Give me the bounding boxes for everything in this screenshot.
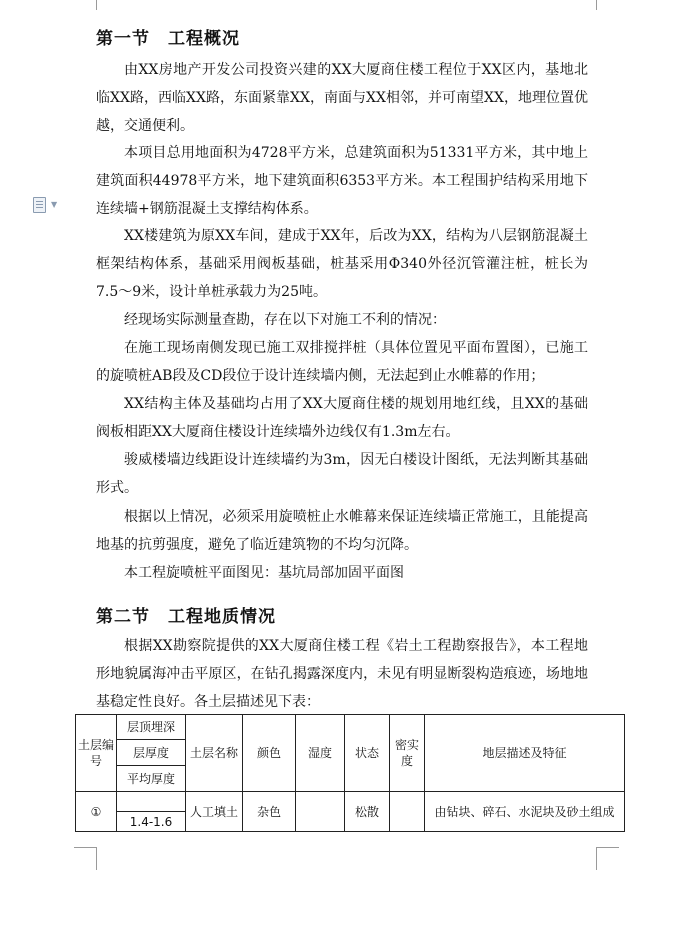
header-humidity: 湿度 [296, 715, 345, 792]
crop-mark-bottom-right [596, 847, 619, 870]
section-title: 第一节 工程概况 [96, 29, 240, 49]
crop-mark-top-left [74, 0, 97, 10]
cell-layer-name: 人工填土 [186, 792, 243, 832]
paragraph: 根据XX勘察院提供的XX大厦商住楼工程《岩土工程勘察报告》，本工程地形地貌属海冲击平原区，在钻孔揭露深度内，未见有明显断裂构造痕迹，场地地基稳定性良好。各土层描述见下表： [96, 638, 588, 710]
header-color: 颜色 [243, 715, 296, 792]
cell-avg-thickness: 1.4-1.6 [117, 812, 186, 832]
soil-layer-table [75, 714, 625, 832]
crop-mark-bottom-left [74, 847, 97, 870]
header-thickness: 层厚度 [117, 740, 186, 766]
header-layer-no: 土层编号 [76, 715, 117, 792]
document-icon[interactable] [33, 197, 63, 215]
paragraph: 本工程旋喷桩平面图见：基坑局部加固平面图 [124, 565, 404, 581]
chevron-down-icon[interactable]: ▼ [51, 200, 58, 209]
paragraph: 骏威楼墙边线距设计连续墙约为3m，因无白楼设计图纸，无法判断其基础形式。 [96, 452, 588, 496]
cell-top-depth [117, 792, 186, 812]
paragraph: XX结构主体及基础均占用了XX大厦商住楼的规划用地红线，且XX的基础阀板相距XX大厦商住楼设计连续墙外边线仅有1.3m左右。 [96, 396, 588, 440]
paragraph: 经现场实际测量查勘，存在以下对施工不利的情况： [124, 312, 446, 328]
section-title: 第二节 工程地质情况 [96, 607, 276, 627]
paragraph: 在施工现场南侧发现已施工双排搅拌桩（具体位置见平面布置图），已施工的旋喷桩AB段及CD段位于设计连续墙内侧，无法起到止水帷幕的作用； [96, 340, 588, 384]
header-description: 地层描述及特征 [425, 715, 625, 792]
cell-layer-no: ① [76, 792, 117, 832]
header-layer-name: 土层名称 [186, 715, 243, 792]
cell-state: 松散 [345, 792, 390, 832]
header-state: 状态 [345, 715, 390, 792]
header-top-depth: 层顶埋深 [117, 715, 186, 740]
crop-mark-top-right [596, 0, 619, 10]
table-row [76, 792, 625, 812]
cell-color: 杂色 [243, 792, 296, 832]
paragraph: 本项目总用地面积为4728平方米，总建筑面积为51331平方米，其中地上建筑面积44978平方米，地下建筑面积6353平方米。本工程围护结构采用地下连续墙+钢筋混凝土支撑结构体系。 [96, 145, 588, 217]
cell-density [390, 792, 425, 832]
paragraph: 由XX房地产开发公司投资兴建的XX大厦商住楼工程位于XX区内，基地北临XX路，西临XX路，东面紧靠XX，南面与XX相邻，并可南望XX，地理位置优越，交通便利。 [96, 62, 588, 134]
header-density: 密实度 [390, 715, 425, 792]
header-avg-thickness: 平均厚度 [117, 766, 186, 792]
cell-humidity [296, 792, 345, 832]
paragraph: XX楼建筑为原XX车间，建成于XX年，后改为XX，结构为八层钢筋混凝土框架结构体系，基础采用阀板基础，桩基采用Φ340外径沉管灌注桩，桩长为7.5～9米，设计单桩承载力为25吨。 [96, 228, 588, 300]
paragraph: 根据以上情况，必须采用旋喷桩止水帷幕来保证连续墙正常施工，且能提高地基的抗剪强度，避免了临近建筑物的不均匀沉降。 [96, 509, 588, 553]
cell-description: 由钻块、碎石、水泥块及砂土组成 [425, 792, 625, 832]
